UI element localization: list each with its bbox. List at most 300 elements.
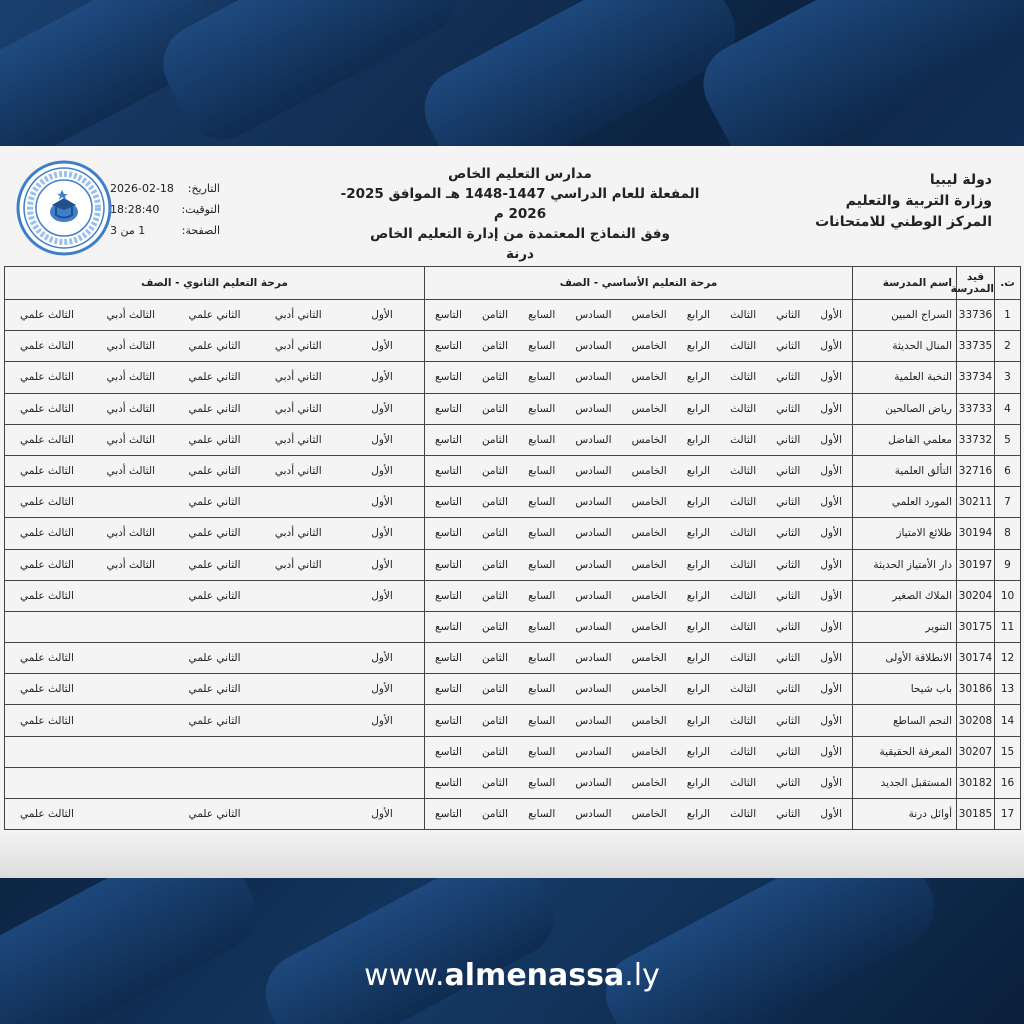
basic-grade: الثامن bbox=[481, 433, 509, 446]
school-name: المستقبل الجديد bbox=[853, 767, 957, 798]
secondary-grade: الثالث علمي bbox=[20, 589, 74, 602]
school-name: المعرفة الحقيقية bbox=[853, 736, 957, 767]
table-row bbox=[5, 393, 1021, 424]
basic-grades-cell bbox=[425, 799, 853, 830]
basic-grade: التاسع bbox=[435, 465, 462, 478]
basic-grade: الخامس bbox=[631, 496, 667, 509]
school-code: 30174 bbox=[957, 643, 995, 674]
table-header-row bbox=[5, 267, 1021, 300]
basic-grade: الرابع bbox=[686, 465, 711, 478]
basic-grade: الثامن bbox=[481, 808, 509, 821]
basic-grade: الثالث bbox=[730, 714, 757, 727]
url-prefix: www. bbox=[364, 958, 445, 993]
basic-grade: السادس bbox=[575, 558, 612, 571]
basic-grade: التاسع bbox=[435, 714, 462, 727]
basic-grade: الرابع bbox=[686, 745, 711, 758]
basic-grade: السابع bbox=[528, 714, 556, 727]
center-name: المركز الوطني للامتحانات bbox=[815, 214, 992, 230]
row-index: 14 bbox=[995, 705, 1021, 736]
school-code: 30211 bbox=[957, 487, 995, 518]
secondary-grade: الثالث أدبي bbox=[106, 433, 156, 446]
school-code: 30207 bbox=[957, 736, 995, 767]
basic-grade: الرابع bbox=[686, 652, 711, 665]
secondary-grade: الثاني علمي bbox=[188, 683, 241, 696]
basic-grade: الأول bbox=[820, 620, 842, 633]
row-index: 9 bbox=[995, 549, 1021, 580]
basic-grades-cell bbox=[425, 580, 853, 611]
secondary-grade: الثاني علمي bbox=[188, 527, 241, 540]
basic-grade: السادس bbox=[575, 683, 612, 696]
document-title: مدارس التعليم الخاص bbox=[448, 166, 592, 182]
table-row bbox=[5, 424, 1021, 455]
basic-grade: السادس bbox=[575, 309, 612, 322]
secondary-grade: الثالث علمي bbox=[20, 808, 74, 821]
secondary-grade: الأول bbox=[371, 465, 393, 478]
secondary-grade: الأول bbox=[371, 309, 393, 322]
basic-grade: الأول bbox=[820, 776, 842, 789]
basic-grade: الثالث bbox=[730, 371, 757, 384]
basic-grade: التاسع bbox=[435, 433, 462, 446]
table-row bbox=[5, 487, 1021, 518]
secondary-grade: الأول bbox=[371, 433, 393, 446]
row-index: 12 bbox=[995, 643, 1021, 674]
document-title-block bbox=[330, 164, 710, 264]
row-index: 4 bbox=[995, 393, 1021, 424]
secondary-grade: الأول bbox=[371, 402, 393, 415]
basic-grade: الأول bbox=[820, 652, 842, 665]
secondary-grade: الثالث أدبي bbox=[106, 309, 156, 322]
basic-grade: الرابع bbox=[686, 776, 711, 789]
basic-grade: الخامس bbox=[631, 652, 667, 665]
basic-grade: التاسع bbox=[435, 558, 462, 571]
basic-grade: الثالث bbox=[730, 652, 757, 665]
basic-grade: التاسع bbox=[435, 527, 462, 540]
secondary-grades-cell bbox=[5, 362, 425, 393]
basic-grade: الخامس bbox=[631, 433, 667, 446]
secondary-grades-cell bbox=[5, 455, 425, 486]
basic-grade: الثامن bbox=[481, 558, 509, 571]
time-label: التوقيت: bbox=[181, 203, 220, 216]
secondary-grade: الثالث علمي bbox=[20, 714, 74, 727]
basic-grade: السابع bbox=[528, 776, 556, 789]
background-wave bbox=[149, 0, 470, 153]
basic-grade: الثامن bbox=[481, 496, 509, 509]
secondary-grade: الثاني علمي bbox=[188, 496, 241, 509]
secondary-grade: الأول bbox=[371, 714, 393, 727]
school-name: المنال الحديثة bbox=[853, 331, 957, 362]
table-row bbox=[5, 580, 1021, 611]
basic-grade: السابع bbox=[528, 808, 556, 821]
basic-grades-cell bbox=[425, 487, 853, 518]
basic-grade: السابع bbox=[528, 558, 556, 571]
secondary-grades-cell bbox=[5, 331, 425, 362]
secondary-grades-cell bbox=[5, 799, 425, 830]
school-code: 30194 bbox=[957, 518, 995, 549]
basic-grade: الخامس bbox=[631, 808, 667, 821]
basic-grade: الثاني bbox=[776, 776, 801, 789]
basic-grade: الثالث bbox=[730, 589, 757, 602]
basic-grade: الرابع bbox=[686, 620, 711, 633]
school-code: 30208 bbox=[957, 705, 995, 736]
basic-grade: الثاني bbox=[776, 465, 801, 478]
basic-grade: الخامس bbox=[631, 683, 667, 696]
basic-grade: الثاني bbox=[776, 808, 801, 821]
school-name: الانطلاقة الأولى bbox=[853, 643, 957, 674]
basic-grade: السابع bbox=[528, 433, 556, 446]
table-row bbox=[5, 705, 1021, 736]
table-row bbox=[5, 300, 1021, 331]
basic-grade: الأول bbox=[820, 745, 842, 758]
secondary-grade: الثاني علمي bbox=[188, 808, 241, 821]
secondary-grade: الثاني علمي bbox=[188, 589, 241, 602]
basic-grade: الثاني bbox=[776, 340, 801, 353]
basic-grade: الخامس bbox=[631, 309, 667, 322]
secondary-grade: الثاني أدبي bbox=[274, 433, 322, 446]
secondary-grade: الثاني أدبي bbox=[274, 371, 322, 384]
school-code: 33734 bbox=[957, 362, 995, 393]
basic-grade: السابع bbox=[528, 683, 556, 696]
basic-grade: السادس bbox=[575, 465, 612, 478]
basic-grade: الثالث bbox=[730, 465, 757, 478]
basic-grade: الخامس bbox=[631, 527, 667, 540]
page-label: الصفحة: bbox=[181, 224, 220, 237]
time-row bbox=[110, 199, 220, 220]
basic-grade: الخامس bbox=[631, 589, 667, 602]
basic-grade: السادس bbox=[575, 745, 612, 758]
city-name: درنة bbox=[506, 246, 534, 262]
table-row bbox=[5, 518, 1021, 549]
basic-grade: الثاني bbox=[776, 714, 801, 727]
ministry-seal-icon bbox=[16, 160, 112, 256]
basic-grade: السابع bbox=[528, 589, 556, 602]
basic-grade: الأول bbox=[820, 527, 842, 540]
school-code: 32716 bbox=[957, 455, 995, 486]
secondary-grade: الثالث أدبي bbox=[106, 402, 156, 415]
basic-grade: الثالث bbox=[730, 808, 757, 821]
url-brand: almenassa bbox=[444, 958, 625, 993]
school-name: باب شيحا bbox=[853, 674, 957, 705]
basic-grade: الرابع bbox=[686, 433, 711, 446]
basic-grades-cell bbox=[425, 705, 853, 736]
basic-grade: السابع bbox=[528, 309, 556, 322]
basic-grade: الثاني bbox=[776, 371, 801, 384]
row-index: 15 bbox=[995, 736, 1021, 767]
basic-grade: الثاني bbox=[776, 558, 801, 571]
school-code: 33735 bbox=[957, 331, 995, 362]
school-name: التألق العلمية bbox=[853, 455, 957, 486]
secondary-grade: الثالث علمي bbox=[20, 371, 74, 384]
basic-grade: الثاني bbox=[776, 527, 801, 540]
secondary-grades-cell bbox=[5, 424, 425, 455]
secondary-grades-cell bbox=[5, 643, 425, 674]
document-subtitle: المفعلة للعام الدراسي 1447-1448 هـ الموافق 2025-2026 م bbox=[340, 186, 700, 222]
school-name: طلائع الامتياز bbox=[853, 518, 957, 549]
basic-grade: الخامس bbox=[631, 371, 667, 384]
secondary-grade: الثالث علمي bbox=[20, 558, 74, 571]
basic-grade: السادس bbox=[575, 652, 612, 665]
basic-grades-cell bbox=[425, 300, 853, 331]
school-name: معلمي الفاضل bbox=[853, 424, 957, 455]
basic-grade: الأول bbox=[820, 558, 842, 571]
school-name: النجم الساطع bbox=[853, 705, 957, 736]
school-code: 30186 bbox=[957, 674, 995, 705]
secondary-grade: الثالث علمي bbox=[20, 652, 74, 665]
basic-grade: الرابع bbox=[686, 589, 711, 602]
secondary-grade: الثاني علمي bbox=[188, 465, 241, 478]
basic-grades-cell bbox=[425, 455, 853, 486]
basic-grade: الخامس bbox=[631, 620, 667, 633]
secondary-grade: الأول bbox=[371, 527, 393, 540]
ministry-name: وزارة التربية والتعليم bbox=[845, 193, 992, 209]
basic-grade: الرابع bbox=[686, 714, 711, 727]
basic-grade: الأول bbox=[820, 589, 842, 602]
basic-grade: الأول bbox=[820, 433, 842, 446]
basic-grade: التاسع bbox=[435, 745, 462, 758]
row-index: 2 bbox=[995, 331, 1021, 362]
basic-grade: الثامن bbox=[481, 402, 509, 415]
secondary-grade: الثاني علمي bbox=[188, 371, 241, 384]
basic-grade: الثامن bbox=[481, 465, 509, 478]
basic-grade: السابع bbox=[528, 652, 556, 665]
basic-grade: الثاني bbox=[776, 433, 801, 446]
basic-grade: السابع bbox=[528, 496, 556, 509]
basic-grade: الأول bbox=[820, 465, 842, 478]
basic-grade: الثامن bbox=[481, 683, 509, 696]
basic-grade: السادس bbox=[575, 433, 612, 446]
secondary-grade: الأول bbox=[371, 808, 393, 821]
secondary-grade: الثالث علمي bbox=[20, 527, 74, 540]
secondary-grade: الثالث علمي bbox=[20, 496, 74, 509]
issuer-block bbox=[815, 170, 992, 233]
basic-grade: الرابع bbox=[686, 340, 711, 353]
basic-grade: الثامن bbox=[481, 745, 509, 758]
secondary-grade: الأول bbox=[371, 589, 393, 602]
basic-grade: الأول bbox=[820, 714, 842, 727]
secondary-grade: الثاني علمي bbox=[188, 402, 241, 415]
basic-grade: الرابع bbox=[686, 527, 711, 540]
row-index: 11 bbox=[995, 611, 1021, 642]
secondary-grade: الثاني أدبي bbox=[274, 527, 322, 540]
basic-grade: الثالث bbox=[730, 558, 757, 571]
basic-grade: الثاني bbox=[776, 652, 801, 665]
basic-grade: الرابع bbox=[686, 683, 711, 696]
basic-grade: الخامس bbox=[631, 714, 667, 727]
basic-grade: التاسع bbox=[435, 808, 462, 821]
basic-grade: الثالث bbox=[730, 340, 757, 353]
table-row bbox=[5, 767, 1021, 798]
school-name: دار الأمتياز الحديثة bbox=[853, 549, 957, 580]
secondary-grades-cell bbox=[5, 549, 425, 580]
basic-grade: الأول bbox=[820, 309, 842, 322]
table-row bbox=[5, 362, 1021, 393]
secondary-grade: الأول bbox=[371, 371, 393, 384]
basic-grade: الثالث bbox=[730, 620, 757, 633]
basic-grades-cell bbox=[425, 518, 853, 549]
basic-grade: الرابع bbox=[686, 808, 711, 821]
basic-grade: الخامس bbox=[631, 558, 667, 571]
basic-grade: السادس bbox=[575, 371, 612, 384]
basic-grade: السابع bbox=[528, 402, 556, 415]
basic-grade: السادس bbox=[575, 527, 612, 540]
secondary-grade: الثاني علمي bbox=[188, 309, 241, 322]
basic-grade: التاسع bbox=[435, 652, 462, 665]
secondary-grade: الأول bbox=[371, 496, 393, 509]
basic-grade: الثالث bbox=[730, 527, 757, 540]
school-code: 30185 bbox=[957, 799, 995, 830]
basic-grade: الثاني bbox=[776, 620, 801, 633]
school-code: 30197 bbox=[957, 549, 995, 580]
basic-grades-cell bbox=[425, 393, 853, 424]
basic-grade: الرابع bbox=[686, 309, 711, 322]
page-row bbox=[110, 220, 220, 241]
secondary-grade: الثالث أدبي bbox=[106, 558, 156, 571]
basic-grade: السادس bbox=[575, 496, 612, 509]
basic-grade: الخامس bbox=[631, 340, 667, 353]
secondary-grade: الثالث علمي bbox=[20, 340, 74, 353]
secondary-grade: الأول bbox=[371, 652, 393, 665]
basic-grade: الثامن bbox=[481, 776, 509, 789]
document-fade bbox=[0, 830, 1024, 878]
basic-grade: الثامن bbox=[481, 620, 509, 633]
secondary-grades-cell bbox=[5, 580, 425, 611]
table-row bbox=[5, 455, 1021, 486]
row-index: 13 bbox=[995, 674, 1021, 705]
school-code: 30175 bbox=[957, 611, 995, 642]
table-row bbox=[5, 799, 1021, 830]
secondary-grade: الثالث أدبي bbox=[106, 371, 156, 384]
row-index: 3 bbox=[995, 362, 1021, 393]
basic-grade: التاسع bbox=[435, 589, 462, 602]
basic-grade: الثالث bbox=[730, 309, 757, 322]
basic-grade: الأول bbox=[820, 683, 842, 696]
basic-grades-cell bbox=[425, 549, 853, 580]
basic-grade: الخامس bbox=[631, 776, 667, 789]
document-note: وفق النماذج المعتمدة من إدارة التعليم الخاص bbox=[370, 226, 670, 242]
basic-grade: الخامس bbox=[631, 745, 667, 758]
basic-grade: الخامس bbox=[631, 402, 667, 415]
basic-grade: السابع bbox=[528, 620, 556, 633]
basic-grade: السابع bbox=[528, 340, 556, 353]
secondary-grade: الثاني علمي bbox=[188, 558, 241, 571]
secondary-grade: الأول bbox=[371, 340, 393, 353]
basic-grade: التاسع bbox=[435, 496, 462, 509]
basic-grade: السادس bbox=[575, 808, 612, 821]
secondary-grades-cell bbox=[5, 611, 425, 642]
basic-grade: الثاني bbox=[776, 683, 801, 696]
basic-grade: التاسع bbox=[435, 309, 462, 322]
row-index: 1 bbox=[995, 300, 1021, 331]
secondary-grade: الثالث علمي bbox=[20, 683, 74, 696]
basic-grades-cell bbox=[425, 767, 853, 798]
secondary-grade: الثاني أدبي bbox=[274, 465, 322, 478]
basic-grades-cell bbox=[425, 362, 853, 393]
page-value: 1 من 3 bbox=[110, 224, 146, 237]
date-row bbox=[110, 178, 220, 199]
website-url bbox=[0, 958, 1024, 993]
secondary-grade: الأول bbox=[371, 683, 393, 696]
secondary-grade: الثاني علمي bbox=[188, 433, 241, 446]
basic-grades-cell bbox=[425, 611, 853, 642]
basic-grade: الثالث bbox=[730, 745, 757, 758]
secondary-grade: الثاني علمي bbox=[188, 340, 241, 353]
school-name: أوائل درنة bbox=[853, 799, 957, 830]
school-name: المورد العلمي bbox=[853, 487, 957, 518]
table-row bbox=[5, 611, 1021, 642]
basic-grade: الثاني bbox=[776, 589, 801, 602]
table-row bbox=[5, 643, 1021, 674]
secondary-grade: الثالث علمي bbox=[20, 402, 74, 415]
col-header-name: اسم المدرسة bbox=[853, 267, 957, 300]
basic-grade: التاسع bbox=[435, 340, 462, 353]
basic-grade: السادس bbox=[575, 620, 612, 633]
school-name: النخبة العلمية bbox=[853, 362, 957, 393]
secondary-grades-cell bbox=[5, 300, 425, 331]
secondary-grade: الثالث علمي bbox=[20, 465, 74, 478]
secondary-grades-cell bbox=[5, 705, 425, 736]
basic-grade: الثاني bbox=[776, 402, 801, 415]
school-name: رياض الصالحين bbox=[853, 393, 957, 424]
country-name: دولة ليبيا bbox=[929, 172, 992, 188]
secondary-grade: الثاني أدبي bbox=[274, 340, 322, 353]
basic-grade: التاسع bbox=[435, 402, 462, 415]
basic-grade: الثامن bbox=[481, 527, 509, 540]
basic-grade: التاسع bbox=[435, 683, 462, 696]
secondary-grade: الثاني أدبي bbox=[274, 402, 322, 415]
secondary-grade: الثاني أدبي bbox=[274, 558, 322, 571]
basic-grade: الثامن bbox=[481, 371, 509, 384]
basic-grade: الرابع bbox=[686, 371, 711, 384]
school-code: 33736 bbox=[957, 300, 995, 331]
secondary-grade: الثاني علمي bbox=[188, 652, 241, 665]
basic-grades-cell bbox=[425, 643, 853, 674]
basic-grades-cell bbox=[425, 736, 853, 767]
table-row bbox=[5, 736, 1021, 767]
secondary-grades-cell bbox=[5, 767, 425, 798]
url-suffix: .ly bbox=[624, 958, 660, 993]
secondary-grade: الثالث علمي bbox=[20, 309, 74, 322]
secondary-grades-cell bbox=[5, 736, 425, 767]
basic-grade: الثاني bbox=[776, 496, 801, 509]
time-value: 18:28:40 bbox=[110, 203, 160, 216]
basic-grade: التاسع bbox=[435, 371, 462, 384]
school-code: 33732 bbox=[957, 424, 995, 455]
basic-grade: الثالث bbox=[730, 496, 757, 509]
secondary-grade: الأول bbox=[371, 558, 393, 571]
col-header-index: ت. bbox=[995, 267, 1021, 300]
basic-grade: الثالث bbox=[730, 433, 757, 446]
basic-grade: الرابع bbox=[686, 496, 711, 509]
school-code: 33733 bbox=[957, 393, 995, 424]
basic-grade: التاسع bbox=[435, 620, 462, 633]
basic-grade: الثامن bbox=[481, 589, 509, 602]
table-row bbox=[5, 331, 1021, 362]
school-name: السراج المبين bbox=[853, 300, 957, 331]
basic-grade: السابع bbox=[528, 371, 556, 384]
basic-grade: السادس bbox=[575, 776, 612, 789]
row-index: 5 bbox=[995, 424, 1021, 455]
secondary-grades-cell bbox=[5, 518, 425, 549]
row-index: 7 bbox=[995, 487, 1021, 518]
basic-grade: السابع bbox=[528, 745, 556, 758]
secondary-grade: الثاني علمي bbox=[188, 714, 241, 727]
basic-grade: الثالث bbox=[730, 776, 757, 789]
row-index: 17 bbox=[995, 799, 1021, 830]
table-row bbox=[5, 549, 1021, 580]
secondary-grade: الثالث علمي bbox=[20, 433, 74, 446]
basic-grades-cell bbox=[425, 674, 853, 705]
col-header-secondary: مرحة التعليم الثانوي - الصف bbox=[5, 267, 425, 300]
basic-grade: الثاني bbox=[776, 309, 801, 322]
